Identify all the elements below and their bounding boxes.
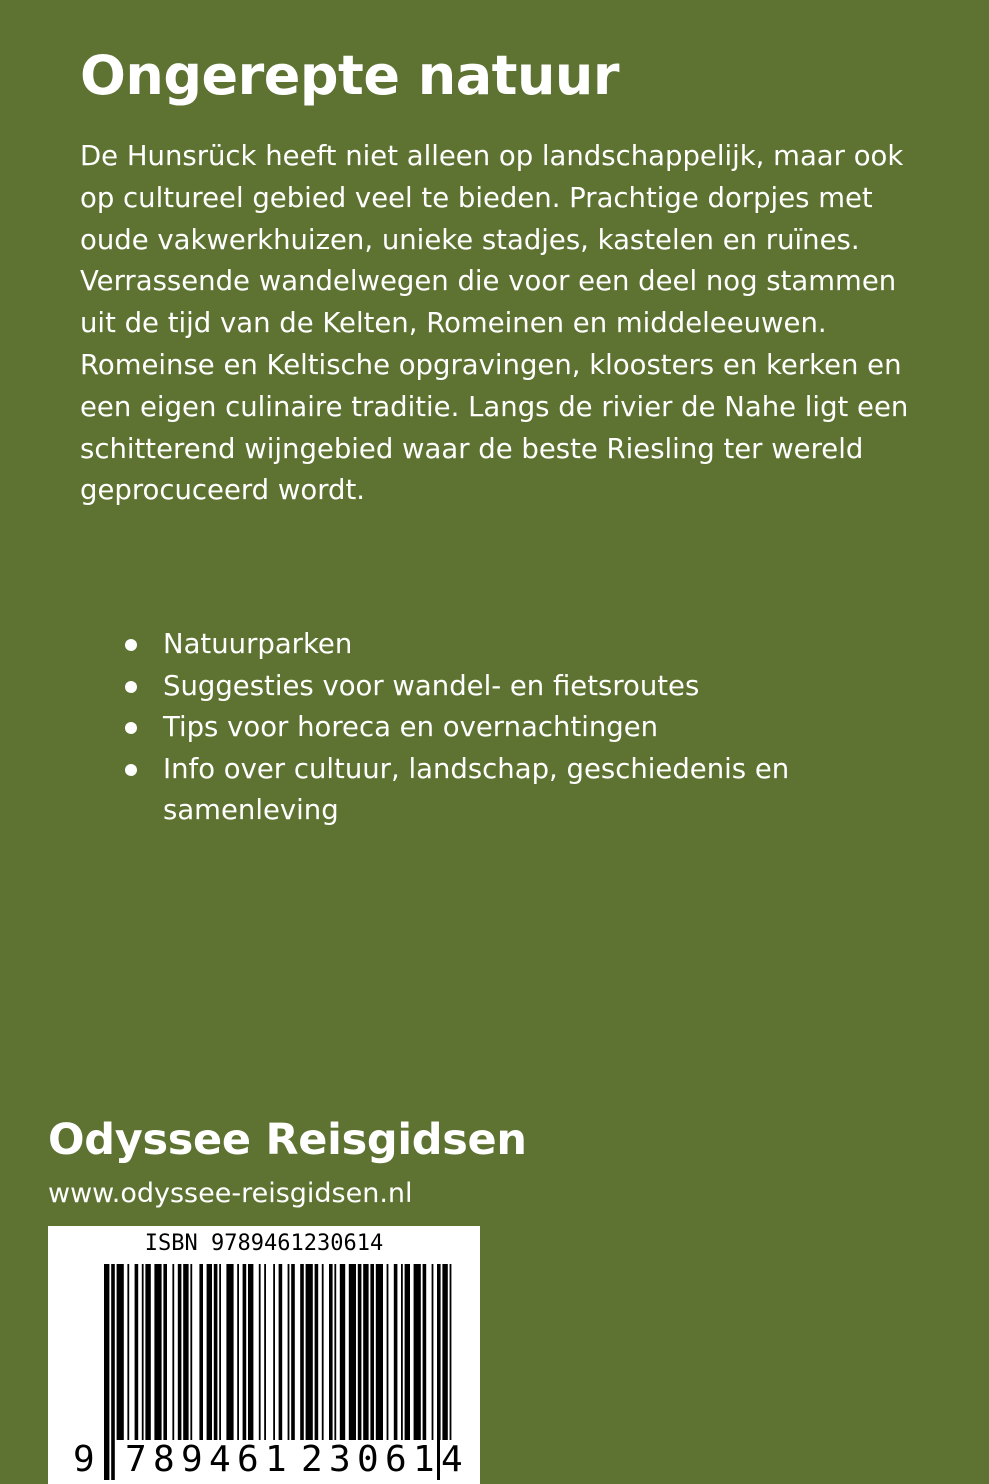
barcode-digit: 0 (357, 1439, 379, 1480)
publisher-website: www.odyssee-reisgidsen.nl (48, 1178, 413, 1209)
feature-list-item-label: Suggesties voor wandel- en fietsroutes (163, 669, 700, 702)
barcode-digit: 9 (73, 1439, 95, 1480)
barcode-bar (104, 1264, 109, 1480)
feature-list-item (163, 749, 923, 832)
barcode-digit: 6 (385, 1439, 407, 1480)
barcode-bar (142, 1264, 144, 1440)
barcode-bar (387, 1264, 389, 1440)
description (80, 136, 940, 512)
barcode-bar (405, 1264, 410, 1440)
barcode-bar (219, 1264, 221, 1440)
barcode-digit: 3 (329, 1439, 351, 1480)
barcode-bar (190, 1264, 192, 1440)
barcode-bar (401, 1264, 403, 1440)
barcode-bar (334, 1264, 336, 1440)
barcode-bar (322, 1264, 324, 1440)
barcode-bar (214, 1264, 218, 1440)
barcode-bar (163, 1264, 167, 1440)
barcode-bar (264, 1264, 266, 1440)
barcode-digit: 1 (413, 1439, 435, 1480)
feature-list-item (163, 624, 923, 666)
barcode-bar (376, 1264, 383, 1440)
barcode-bar (178, 1264, 182, 1440)
barcode-bar (117, 1264, 124, 1440)
barcode-bar (315, 1264, 319, 1440)
barcode-digit: 2 (301, 1439, 323, 1480)
barcode-bar (370, 1264, 374, 1440)
feature-list-item-label: Tips voor horeca en overnachtingen (163, 711, 659, 744)
isbn-barcode (48, 1226, 480, 1484)
barcode-bar (394, 1264, 398, 1440)
barcode-bar (259, 1264, 261, 1440)
barcode-bar (358, 1264, 362, 1440)
barcode-bar (363, 1264, 368, 1440)
barcode-bar (432, 1264, 434, 1440)
barcode-bar (111, 1264, 115, 1480)
bullet-icon (125, 639, 137, 651)
barcode-bar (306, 1264, 313, 1440)
barcode-bar (199, 1264, 203, 1440)
feature-list-item (163, 707, 923, 749)
barcode-bar (207, 1264, 212, 1440)
barcode-digit: 6 (237, 1439, 259, 1480)
barcode-bar (248, 1264, 253, 1440)
barcode-bar (243, 1264, 247, 1440)
barcode-digit: 7 (125, 1439, 147, 1480)
barcode-bar (226, 1264, 233, 1440)
barcode-bar (237, 1264, 239, 1440)
barcode-digit: 1 (265, 1439, 287, 1480)
barcode-bar (279, 1264, 283, 1440)
barcode-bar (172, 1264, 174, 1440)
barcode-bar (340, 1264, 345, 1440)
barcode-bar (127, 1264, 129, 1440)
description-paragraph: Verrassende wandelwegen die voor een deel nog stammen uit de tijd van de Kelten, Romeinen en middeleeuwen. Romeinse en Keltische opgravingen, kloosters en kerken en een eigen culinaire traditie. Langs de rivier de Nahe ligt een schitterend wijngebied waar de beste Riesling ter wereld geprocuceerd wordt. (80, 265, 909, 507)
page-title: Ongerepte natuur (80, 44, 619, 107)
barcode-digit: 8 (153, 1439, 175, 1480)
barcode-bar (300, 1264, 304, 1440)
bullet-icon (125, 764, 137, 776)
barcode-bar (273, 1264, 275, 1440)
barcode-bar (349, 1264, 356, 1440)
feature-list-item-label: Info over cultuur, landschap, geschiedenis en samenleving (163, 752, 790, 827)
barcode-bar (145, 1264, 150, 1440)
barcode-bar (329, 1264, 333, 1440)
barcode-bar (154, 1264, 161, 1440)
bullet-icon (125, 681, 137, 693)
barcode-bar (183, 1264, 188, 1440)
isbn-label: ISBN 9789461230614 (144, 1231, 384, 1256)
barcode-bar (135, 1264, 139, 1440)
barcode-bar (291, 1264, 295, 1440)
barcode-bar (288, 1264, 290, 1440)
publisher-name: Odyssee Reisgidsen (48, 1115, 527, 1165)
feature-list-item-label: Natuurparken (163, 628, 353, 660)
barcode-digit: 4 (441, 1439, 463, 1480)
barcode-digit: 9 (181, 1439, 203, 1480)
feature-list-item (163, 666, 923, 708)
barcode-bar (414, 1264, 421, 1440)
barcode-digit: 4 (209, 1439, 231, 1480)
feature-list (163, 624, 923, 832)
barcode-bar (423, 1264, 427, 1440)
description-paragraph: De Hunsrück heeft niet alleen op landschappelijk, maar ook op cultureel gebied veel te bieden. Prachtige dorpjes met oude vakwerkhuizen, unieke stadjes, kastelen en ruïnes. (80, 140, 904, 256)
bullet-icon (125, 722, 137, 734)
